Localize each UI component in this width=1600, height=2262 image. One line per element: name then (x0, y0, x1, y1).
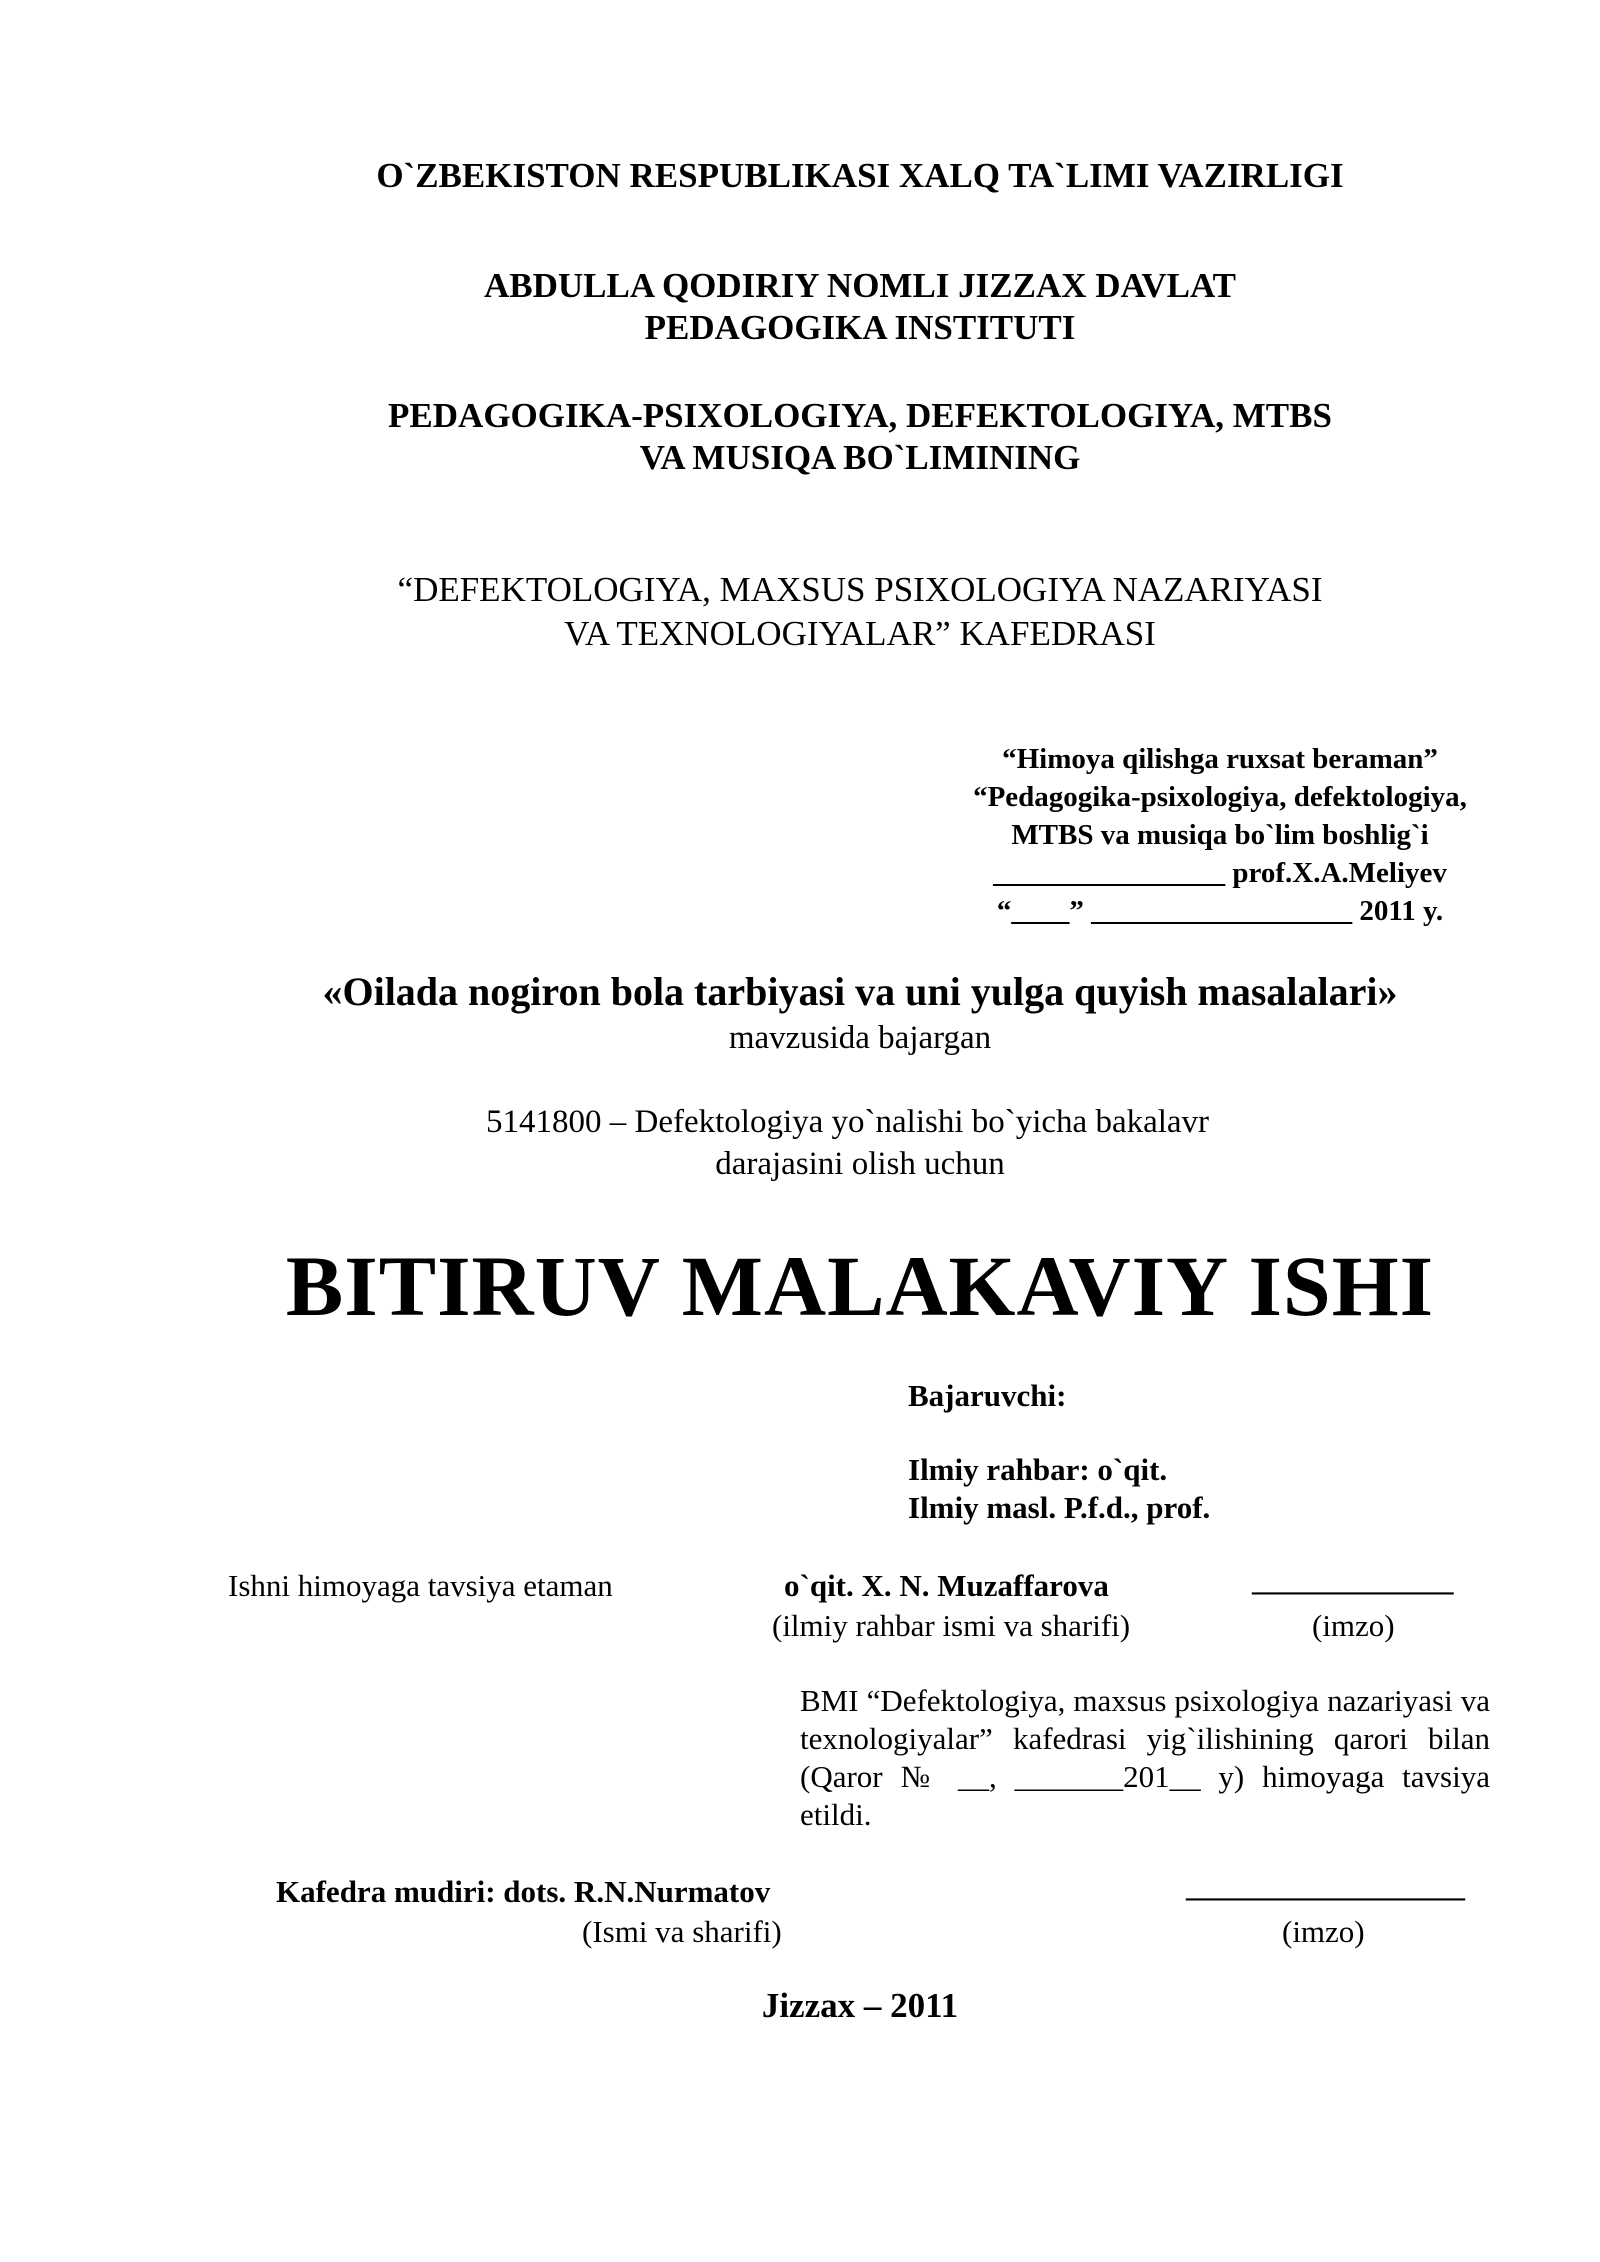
work-type-title: BITIRUV MALAKAVIY ISHI (285, 1238, 1435, 1334)
approval-signature-line: ________________ prof.X.A.Meliyev (993, 857, 1447, 889)
supervisor-name-caption: (ilmiy rahbar ismi va sharifi) (772, 1608, 1131, 1643)
head-signature-line: __________________ (1186, 1868, 1465, 1903)
approval-block (900, 740, 1540, 930)
approval-line-1: “Himoya qilishga ruxsat beraman” (1002, 743, 1438, 775)
thesis-topic: «Oilada nogiron bola tarbiyasi va uni yulga quyish masalalari» (322, 969, 1398, 1014)
faculty-heading-line2: VA MUSIQA BO`LIMINING (639, 438, 1081, 477)
recommend-label: Ishni himoyaga tavsiya etaman (228, 1568, 613, 1603)
degree-line-2: darajasini olish uchun (715, 1146, 1005, 1182)
topic-subtitle: mavzusida bajargan (728, 1020, 992, 1056)
department-meeting-note: BMI “Defektologiya, maxsus psixologiya nazariyasi va texnologiyalar” kafedrasi yig`ilishining qarori bilan (Qaror № __, _______201__ y) himoyaga tavsiya etildi. (800, 1683, 1490, 1832)
place-and-year: Jizzax – 2011 (761, 1986, 959, 2025)
supervisor-name: o`qit. X. N. Muzaffarova (784, 1568, 1109, 1603)
ministry-heading: O`ZBEKISTON RESPUBLIKASI XALQ TA`LIMI VAZIRLIGI (376, 156, 1344, 195)
institute-heading-line2: PEDAGOGIKA INSTITUTI (644, 308, 1076, 347)
department-heading-line2: VA TEXNOLOGIYALAR” KAFEDRASI (564, 614, 1156, 653)
supervisor-signature-caption: (imzo) (1312, 1608, 1395, 1643)
faculty-heading-line1: PEDAGOGIKA-PSIXOLOGIYA, DEFEKTOLOGIYA, MTBS (388, 396, 1332, 435)
approval-date-line: “____” __________________ 2011 y. (996, 895, 1444, 927)
executor-label: Bajaruvchi: (908, 1378, 1067, 1413)
head-signature-caption: (imzo) (1282, 1914, 1365, 1949)
supervisor-line-2: Ilmiy masl. P.f.d., prof. (908, 1490, 1211, 1525)
supervisor-line-1: Ilmiy rahbar: o`qit. (908, 1452, 1168, 1487)
approval-line-2: “Pedagogika-psixologiya, defektologiya, (973, 781, 1467, 813)
institute-heading-line1: ABDULLA QODIRIY NOMLI JIZZAX DAVLAT (484, 266, 1236, 305)
head-of-department: Kafedra mudiri: dots. R.N.Nurmatov (276, 1874, 771, 1909)
supervisor-signature-line: _____________ (1252, 1562, 1454, 1597)
head-name-caption: (Ismi va sharifi) (582, 1914, 782, 1949)
department-heading-line1: “DEFEKTOLOGIYA, MAXSUS PSIXOLOGIYA NAZARIYASI (397, 570, 1323, 609)
approval-line-3: MTBS va musiqa bo`lim boshlig`i (1011, 819, 1429, 851)
degree-line-1: 5141800 – Defektologiya yo`nalishi bo`yicha bakalavr (486, 1104, 1210, 1140)
